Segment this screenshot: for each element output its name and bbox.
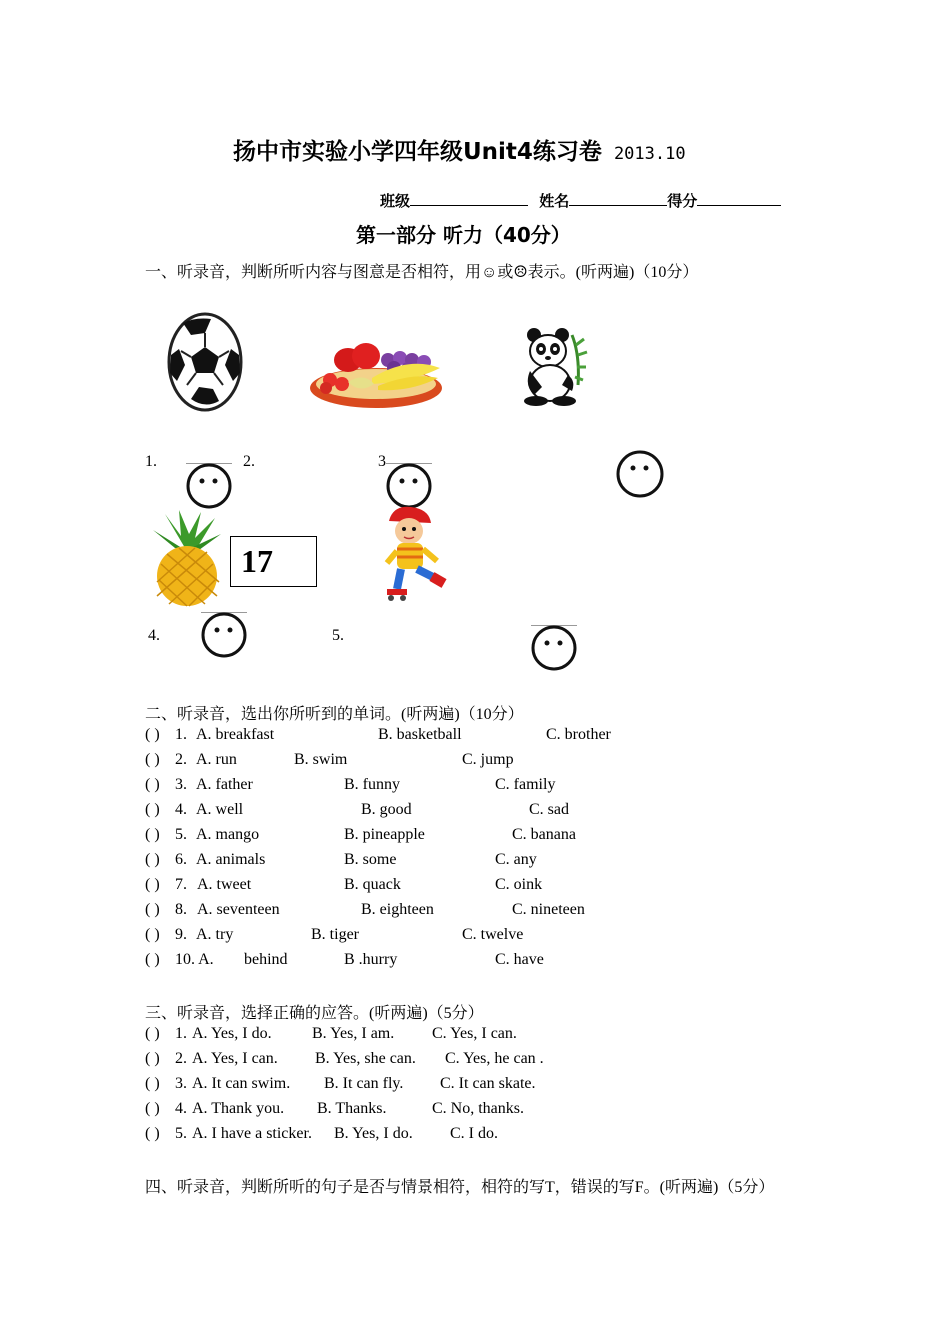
soccer-ball-picture bbox=[165, 311, 245, 413]
option-c: C. I do. bbox=[450, 1125, 498, 1142]
question-number: 10. A. bbox=[175, 951, 214, 968]
answer-paren[interactable]: ( ) bbox=[145, 776, 160, 793]
option-a: A. father bbox=[196, 776, 253, 793]
option-b: B. It can fly. bbox=[324, 1075, 404, 1092]
question-row bbox=[145, 876, 845, 898]
option-c: C. oink bbox=[495, 876, 543, 893]
option-c: C. banana bbox=[512, 826, 576, 843]
question-row bbox=[145, 801, 845, 823]
question-number: 1. bbox=[175, 726, 187, 743]
question-row bbox=[145, 776, 845, 798]
option-b: B. tiger bbox=[311, 926, 359, 943]
option-b: B. Thanks. bbox=[317, 1100, 387, 1117]
class-label: 班级 bbox=[380, 192, 411, 210]
panda-picture bbox=[520, 325, 590, 407]
score-blank[interactable] bbox=[697, 191, 781, 206]
question-number: 2. bbox=[175, 1050, 187, 1067]
section4-instruction: 四、听录音，判断所听的句子是否与情景相符，相符的写T，错误的写F。(听两遍)（5分） bbox=[145, 1179, 775, 1196]
question-number: 3. bbox=[175, 776, 187, 793]
section3-instruction: 三、听录音，选择正确的应答。(听两遍)（5分） bbox=[145, 1005, 484, 1022]
answer-paren[interactable]: ( ) bbox=[145, 726, 160, 743]
section1-instruction: 一、听录音，判断所听内容与图意是否相符，用☺或☹表示。(听两遍)（10分） bbox=[145, 264, 699, 281]
answer-paren[interactable]: ( ) bbox=[145, 851, 160, 868]
question-number: 4. bbox=[175, 801, 187, 818]
answer-paren[interactable]: ( ) bbox=[145, 1025, 160, 1042]
option-a: A. tweet bbox=[197, 876, 252, 893]
question-number: 7. bbox=[175, 876, 187, 893]
option-b: B. funny bbox=[344, 776, 400, 793]
question-row bbox=[145, 826, 845, 848]
answer-paren[interactable]: ( ) bbox=[145, 751, 160, 768]
answer-paren[interactable]: ( ) bbox=[145, 1075, 160, 1092]
page-title bbox=[233, 133, 686, 166]
option-c: C. No, thanks. bbox=[432, 1100, 524, 1117]
option-b: B. good bbox=[361, 801, 412, 818]
option-c: C. Yes, he can . bbox=[445, 1050, 544, 1067]
student-info-line bbox=[380, 190, 781, 211]
option-b: B. Yes, she can. bbox=[315, 1050, 416, 1067]
option-a: A. I have a sticker. bbox=[192, 1125, 312, 1142]
answer-paren[interactable]: ( ) bbox=[145, 1050, 160, 1067]
question-row bbox=[145, 751, 845, 773]
class-blank[interactable] bbox=[410, 191, 528, 206]
title-text: 扬中市实验小学四年级Unit4练习卷 bbox=[233, 139, 602, 165]
option-a: A. It can swim. bbox=[192, 1075, 291, 1092]
option-c: C. jump bbox=[462, 751, 514, 768]
question-number: 1. bbox=[175, 1025, 187, 1042]
face-answer-icon[interactable] bbox=[185, 463, 233, 509]
answer-paren[interactable]: ( ) bbox=[145, 926, 160, 943]
answer-paren[interactable]: ( ) bbox=[145, 951, 160, 968]
part1-title: 第一部分 听力（40分） bbox=[356, 223, 571, 247]
question-row bbox=[145, 851, 845, 873]
option-b: B. basketball bbox=[378, 726, 462, 743]
option-b: B. eighteen bbox=[361, 901, 434, 918]
picture-label-2: 2. bbox=[243, 453, 255, 470]
answer-paren[interactable]: ( ) bbox=[145, 801, 160, 818]
option-a: A. well bbox=[196, 801, 244, 818]
option-c: C. twelve bbox=[462, 926, 524, 943]
face-answer-icon[interactable] bbox=[385, 463, 433, 509]
answer-paren[interactable]: ( ) bbox=[145, 1100, 160, 1117]
question-number: 2. bbox=[175, 751, 187, 768]
name-blank[interactable] bbox=[569, 191, 667, 206]
question-row bbox=[145, 901, 845, 923]
option-a: A. seventeen bbox=[197, 901, 280, 918]
option-a: A. Yes, I do. bbox=[192, 1025, 272, 1042]
skating-boy-picture bbox=[383, 505, 449, 603]
fruit-plate-picture bbox=[308, 338, 448, 412]
option-a: A. Yes, I can. bbox=[192, 1050, 278, 1067]
title-date: 2013.10 bbox=[613, 144, 686, 164]
pineapple-picture bbox=[145, 508, 227, 608]
question-row bbox=[145, 1125, 845, 1147]
question-row bbox=[145, 1050, 845, 1072]
picture-label-1: 1. bbox=[145, 453, 157, 470]
option-a: A. animals bbox=[196, 851, 266, 868]
face-answer-icon[interactable] bbox=[200, 612, 248, 658]
option-b: B. some bbox=[344, 851, 397, 868]
option-c: C. family bbox=[495, 776, 556, 793]
question-row bbox=[145, 926, 845, 948]
question-row bbox=[145, 1100, 845, 1122]
face-answer-icon[interactable] bbox=[615, 450, 665, 498]
question-number: 5. bbox=[175, 826, 187, 843]
option-a: A. mango bbox=[196, 826, 260, 843]
question-number: 5. bbox=[175, 1125, 187, 1142]
answer-paren[interactable]: ( ) bbox=[145, 826, 160, 843]
option-b: B. Yes, I am. bbox=[312, 1025, 395, 1042]
question-number: 4. bbox=[175, 1100, 187, 1117]
picture-label-4: 4. bbox=[148, 627, 160, 644]
answer-paren[interactable]: ( ) bbox=[145, 1125, 160, 1142]
option-c: C. nineteen bbox=[512, 901, 585, 918]
question-row bbox=[145, 726, 845, 748]
face-answer-icon[interactable] bbox=[530, 625, 578, 671]
section2-instruction: 二、听录音，选出你所听到的单词。(听两遍)（10分） bbox=[145, 706, 524, 723]
option-a: A. try bbox=[196, 926, 234, 943]
option-b: B .hurry bbox=[344, 951, 398, 968]
option-c: C. any bbox=[495, 851, 537, 868]
question-number: 9. bbox=[175, 926, 187, 943]
option-c: C. have bbox=[495, 951, 544, 968]
question-number: 3. bbox=[175, 1075, 187, 1092]
option-c: C. Yes, I can. bbox=[432, 1025, 517, 1042]
score-label: 得分 bbox=[667, 192, 698, 210]
picture-label-3: 3 bbox=[378, 453, 386, 470]
option-c: C. sad bbox=[529, 801, 569, 818]
question-row bbox=[145, 1025, 845, 1047]
question-row bbox=[145, 951, 845, 973]
question-number: 8. bbox=[175, 901, 187, 918]
picture-label-5: 5. bbox=[332, 627, 344, 644]
question-row bbox=[145, 1075, 845, 1097]
option-a: A. run bbox=[196, 751, 237, 768]
number-box: 17 bbox=[230, 536, 317, 587]
option-a: A. Thank you. bbox=[192, 1100, 285, 1117]
option-c: C. brother bbox=[546, 726, 611, 743]
option-c: C. It can skate. bbox=[440, 1075, 536, 1092]
option-b: B. Yes, I do. bbox=[334, 1125, 413, 1142]
answer-paren[interactable]: ( ) bbox=[145, 876, 160, 893]
option-b: B. swim bbox=[294, 751, 348, 768]
question-number: 6. bbox=[175, 851, 187, 868]
option-b: B. pineapple bbox=[344, 826, 425, 843]
answer-paren[interactable]: ( ) bbox=[145, 901, 160, 918]
option-a: behind bbox=[244, 951, 288, 968]
option-a: A. breakfast bbox=[196, 726, 275, 743]
option-b: B. quack bbox=[344, 876, 401, 893]
name-label: 姓名 bbox=[539, 192, 570, 210]
